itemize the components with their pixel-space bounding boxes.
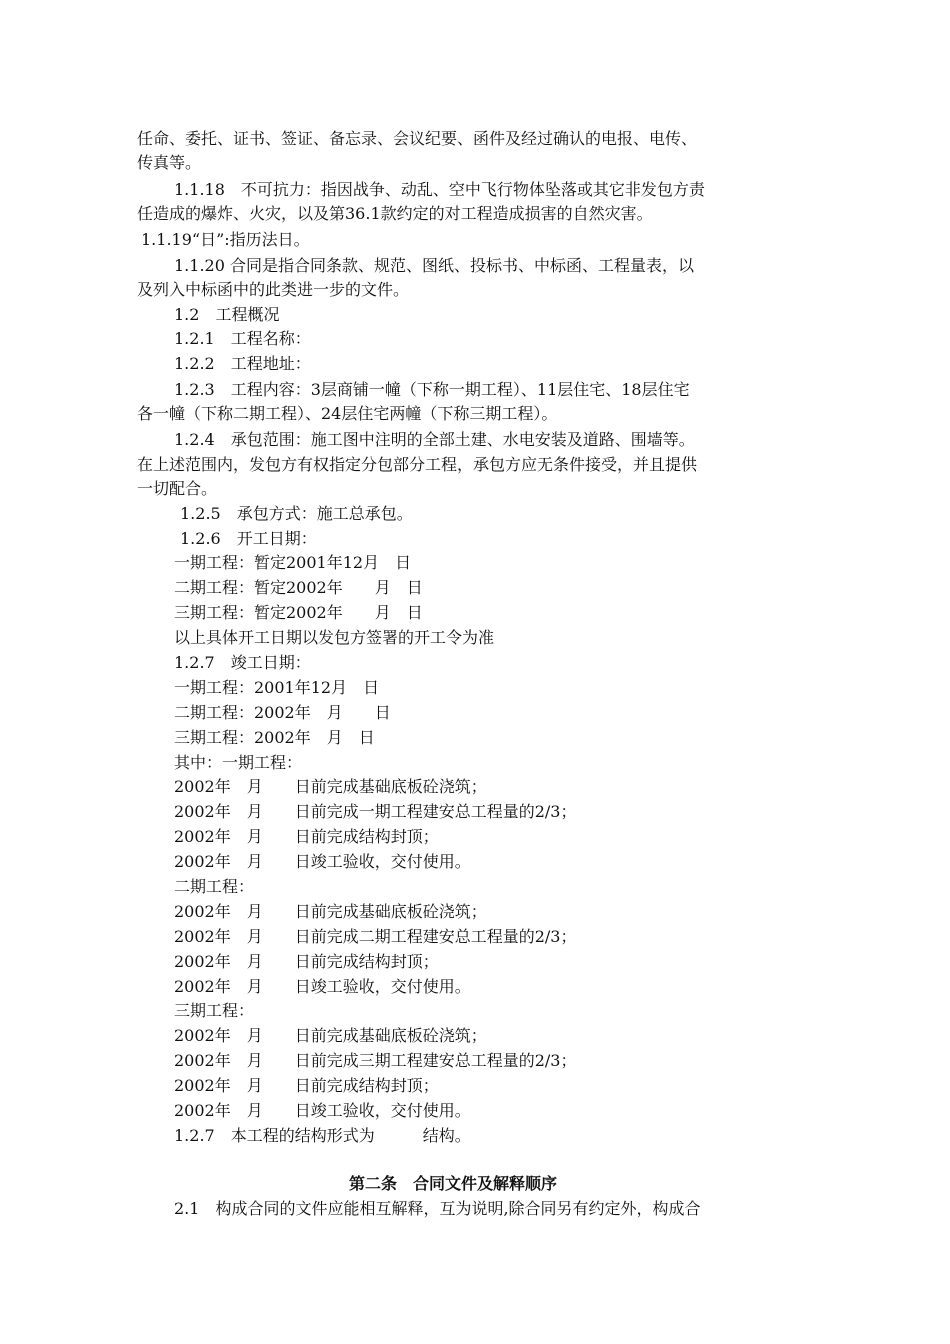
body-line: 2002年 月 日竣工验收，交付使用。: [174, 1101, 471, 1120]
body-line: 2002年 月 日前完成基础底板砼浇筑；: [174, 777, 487, 796]
body-line: 2002年 月 日前完成三期工程建安总工程量的2/3；: [174, 1051, 577, 1070]
body-line: 1.2.6 开工日期：: [180, 529, 317, 548]
body-line: 1.2.7 本工程的结构形式为 结构。: [174, 1126, 471, 1145]
body-line: 一期工程：2001年12月 日: [174, 678, 380, 697]
body-line: 一期工程：暂定2001年12月 日: [174, 553, 412, 572]
body-line: 1.2.7 竣工日期：: [174, 653, 311, 672]
body-line: 2.1 构成合同的文件应能相互解释，互为说明,除合同另有约定外，构成合: [174, 1199, 701, 1218]
body-line: 2002年 月 日前完成二期工程建安总工程量的2/3；: [174, 927, 577, 946]
body-line: 2002年 月 日前完成基础底板砼浇筑；: [174, 902, 487, 921]
body-line: 2002年 月 日竣工验收，交付使用。: [174, 977, 471, 996]
body-line: 2002年 月 日前完成基础底板砼浇筑；: [174, 1026, 487, 1045]
body-line: 各一幢（下称二期工程）、24层住宅两幢（下称三期工程）。: [137, 404, 558, 423]
body-line: 1.2.2 工程地址：: [174, 354, 311, 373]
body-line: 二期工程：2002年 月 日: [174, 703, 391, 722]
body-line: 以上具体开工日期以发包方签署的开工令为准: [174, 628, 495, 647]
body-line: 二期工程：: [174, 877, 255, 896]
body-line: 1.2.1 工程名称：: [174, 329, 311, 348]
section-heading: 1.2 工程概况: [174, 305, 280, 324]
body-line: 2002年 月 日竣工验收，交付使用。: [174, 852, 471, 871]
body-line: 其中：一期工程：: [174, 753, 303, 772]
body-line: 1.1.20 合同是指合同条款、规范、图纸、投标书、中标函、工程量表，以: [174, 256, 694, 275]
body-line: 在上述范围内，发包方有权指定分包部分工程，承包方应无条件接受，并且提供: [137, 455, 698, 474]
body-line: 1.2.4 承包范围：施工图中注明的全部土建、水电安装及道路、围墙等。: [174, 430, 695, 449]
body-line: 1.1.19“日”:指历法日。: [141, 230, 310, 249]
body-line: 三期工程：: [174, 1001, 255, 1020]
body-line: 2002年 月 日前完成结构封顶；: [174, 1076, 439, 1095]
body-line: 2002年 月 日前完成一期工程建安总工程量的2/3；: [174, 802, 577, 821]
body-line: 二期工程：暂定2002年 月 日: [174, 578, 423, 597]
body-line: 任造成的爆炸、火灾，以及第36.1款约定的对工程造成损害的自然灾害。: [137, 204, 653, 223]
body-line: 1.2.5 承包方式：施工总承包。: [180, 504, 413, 523]
body-line: 三期工程：2002年 月 日: [174, 728, 375, 747]
body-line: 三期工程：暂定2002年 月 日: [174, 603, 423, 622]
body-line: 2002年 月 日前完成结构封顶；: [174, 827, 439, 846]
body-line: 传真等。: [137, 153, 202, 172]
body-line: 1.1.18 不可抗力：指因战争、动乱、空中飞行物体坠落或其它非发包方责: [174, 180, 705, 199]
body-line: 1.2.3 工程内容：3层商铺一幢（下称一期工程）、11层住宅、18层住宅: [174, 380, 690, 399]
body-line: 一切配合。: [137, 479, 218, 498]
body-line: 2002年 月 日前完成结构封顶；: [174, 952, 439, 971]
body-line: 任命、委托、证书、签证、备忘录、会议纪要、函件及经过确认的电报、电传、: [137, 129, 698, 148]
article-heading: 第二条 合同文件及解释顺序: [349, 1174, 558, 1193]
body-line: 及列入中标函中的此类进一步的文件。: [137, 280, 410, 299]
